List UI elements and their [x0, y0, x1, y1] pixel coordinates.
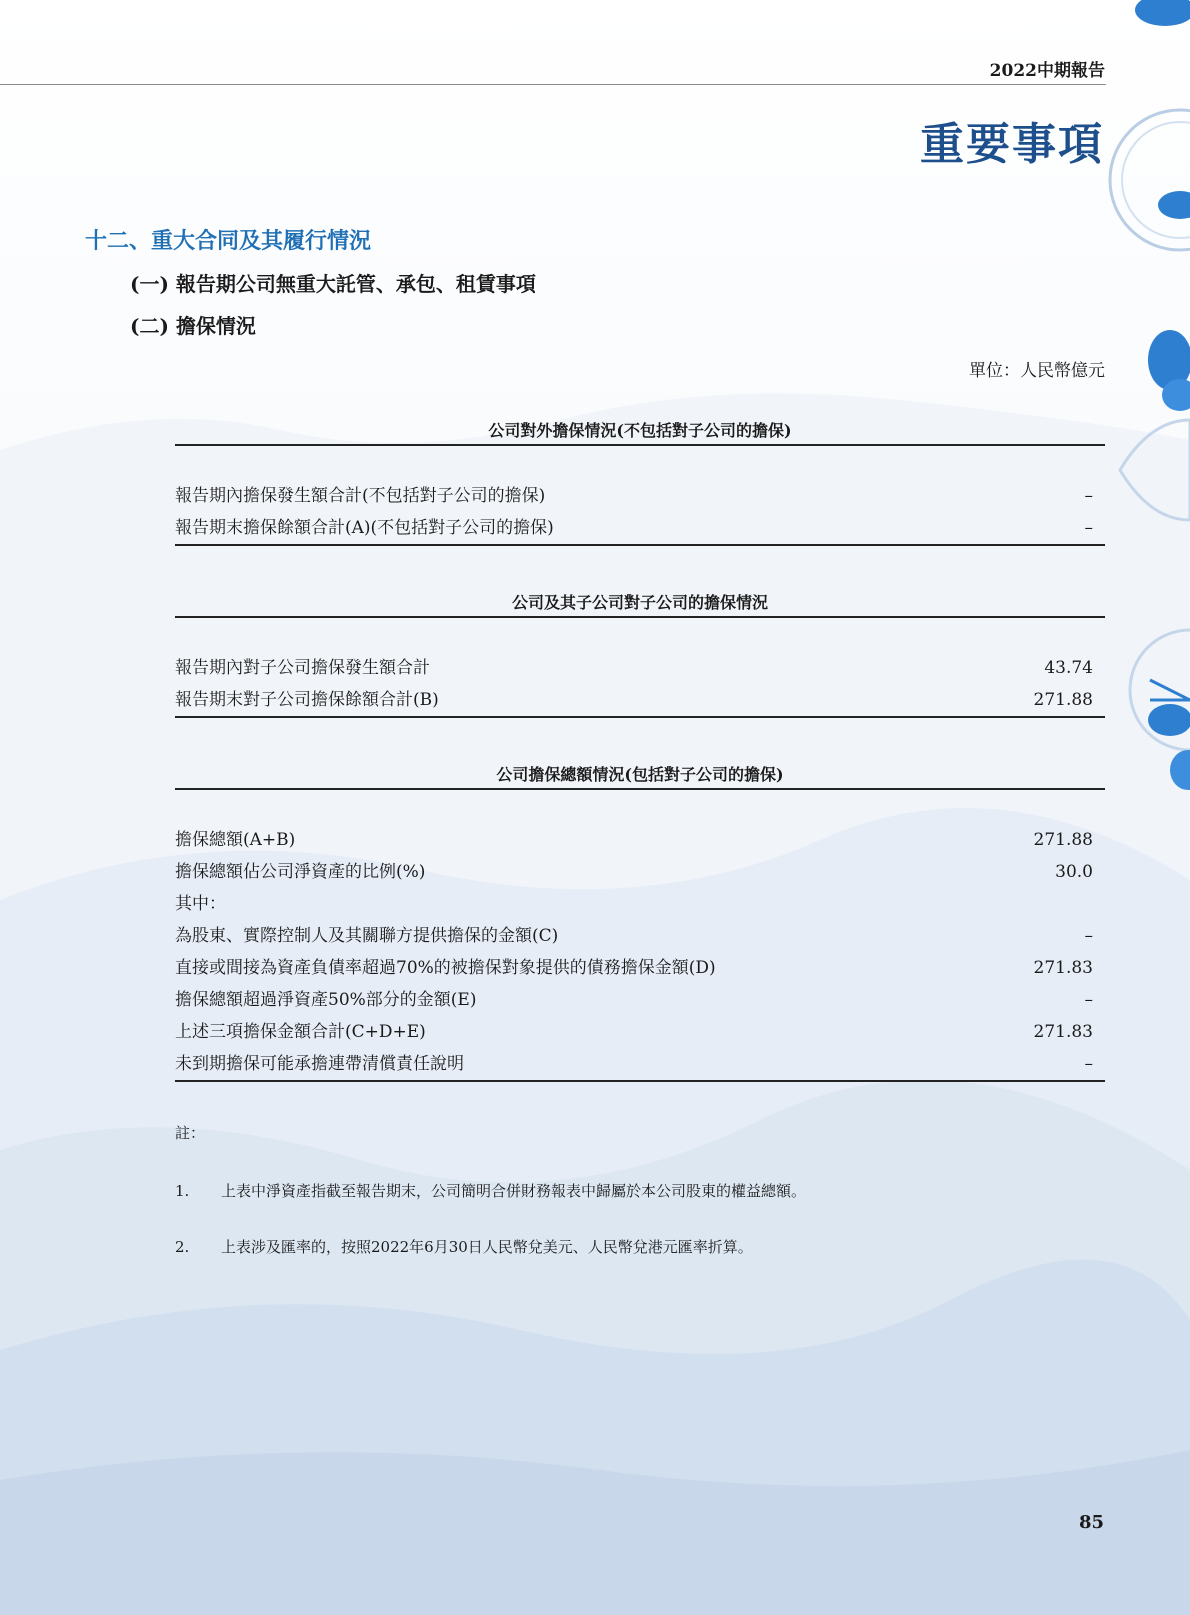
table-heading: 公司擔保總額情況(包括對子公司的擔保) — [175, 762, 1105, 790]
subsection-title-1: (一) 報告期公司無重大託管、承包、租賃事項 — [130, 272, 536, 296]
report-label: 2022中期報告 — [989, 61, 1105, 81]
table-row — [175, 824, 1105, 856]
table-row — [175, 652, 1105, 684]
note-number: 2. — [175, 1238, 190, 1256]
notes-label: 註： — [175, 1124, 206, 1142]
table-row — [175, 984, 1105, 1016]
row-label: 報告期末擔保餘額合計(A)(不包括對子公司的擔保) — [175, 518, 554, 538]
table-row — [175, 952, 1105, 984]
subsection-title-2: (二) 擔保情況 — [130, 314, 256, 338]
table-row — [175, 684, 1105, 716]
table-row — [175, 480, 1105, 512]
note-text: 上表中淨資產指截至報告期末，公司簡明合併財務報表中歸屬於本公司股東的權益總額。 — [221, 1182, 807, 1200]
row-label: 報告期內對子公司擔保發生額合計 — [175, 658, 430, 678]
table-heading: 公司及其子公司對子公司的擔保情況 — [175, 590, 1105, 618]
row-label: 其中： — [175, 894, 226, 914]
note-item — [175, 1236, 753, 1257]
table-heading: 公司對外擔保情況(不包括對子公司的擔保) — [175, 418, 1105, 446]
row-label: 報告期末對子公司擔保餘額合計(B) — [175, 690, 439, 710]
chapter-title: 重要事項 — [920, 119, 1104, 170]
table-row — [175, 888, 1105, 920]
row-label: 為股東、實際控制人及其關聯方提供擔保的金額(C) — [175, 926, 559, 946]
note-item — [175, 1180, 806, 1201]
row-label: 擔保總額超過淨資產50%部分的金額(E) — [175, 990, 477, 1010]
row-value: – — [1084, 486, 1093, 506]
row-label: 報告期內擔保發生額合計(不包括對子公司的擔保) — [175, 486, 546, 506]
total-guarantee-table — [175, 762, 1105, 1082]
table-body — [175, 652, 1105, 718]
row-label: 上述三項擔保金額合計(C+D+E) — [175, 1022, 426, 1042]
section-title: 十二、重大合同及其履行情況 — [85, 228, 372, 254]
table-body — [175, 480, 1105, 546]
row-value: – — [1084, 1054, 1093, 1074]
unit-label: 單位：人民幣億元 — [969, 361, 1105, 381]
row-label: 擔保總額佔公司淨資產的比例(%) — [175, 862, 426, 882]
table-body — [175, 824, 1105, 1082]
row-value: 271.83 — [1033, 1022, 1093, 1042]
row-value: 271.88 — [1033, 690, 1093, 710]
page-number: 85 — [1078, 1512, 1104, 1533]
table-row — [175, 920, 1105, 952]
row-value: 271.88 — [1033, 830, 1093, 850]
row-value: 271.83 — [1033, 958, 1093, 978]
note-text: 上表涉及匯率的，按照2022年6月30日人民幣兌美元、人民幣兌港元匯率折算。 — [221, 1238, 753, 1256]
table-row — [175, 1016, 1105, 1048]
table-row — [175, 1048, 1105, 1080]
row-value: – — [1084, 926, 1093, 946]
row-value — [985, 888, 1105, 920]
subsidiary-guarantee-table — [175, 590, 1105, 718]
row-value: 30.0 — [1055, 862, 1093, 882]
table-row — [175, 856, 1105, 888]
row-label: 直接或間接為資產負債率超過70%的被擔保對象提供的債務擔保金額(D) — [175, 958, 716, 978]
row-value: – — [1084, 518, 1093, 538]
table-row — [175, 512, 1105, 544]
row-value: 43.74 — [1044, 658, 1093, 678]
header-rule — [0, 84, 1106, 85]
row-label: 擔保總額(A+B) — [175, 830, 296, 850]
external-guarantee-table — [175, 418, 1105, 546]
note-number: 1. — [175, 1182, 190, 1200]
row-value: – — [1084, 990, 1093, 1010]
row-label: 未到期擔保可能承擔連帶清償責任說明 — [175, 1054, 464, 1074]
